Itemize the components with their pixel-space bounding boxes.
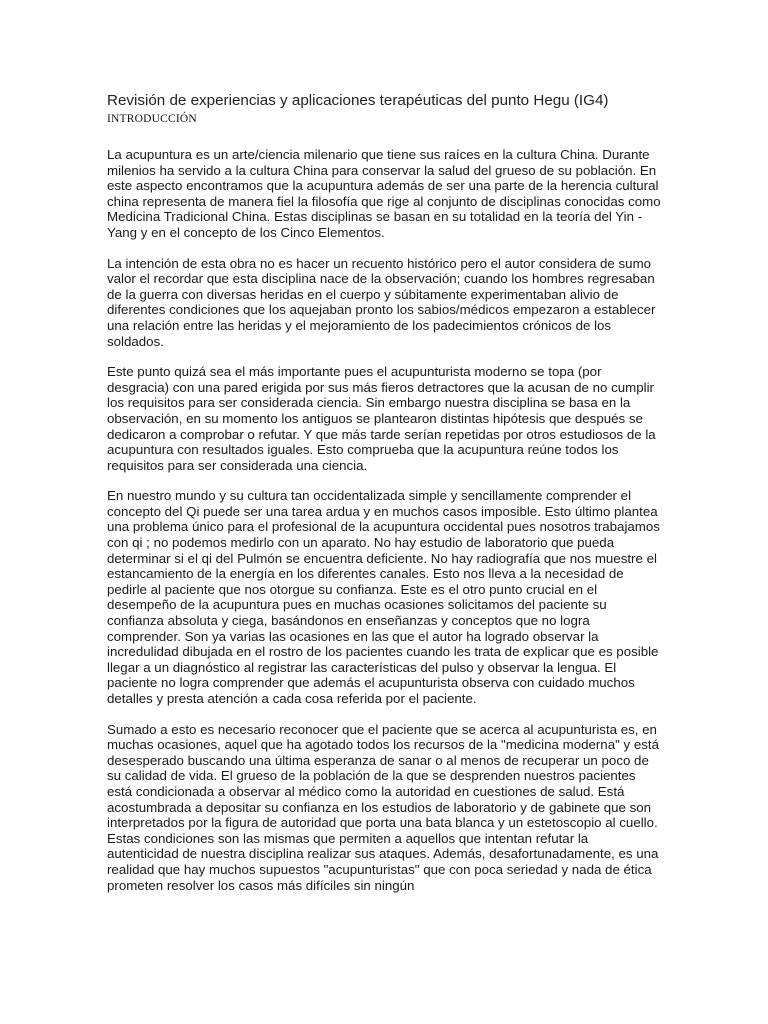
paragraph: En nuestro mundo y su cultura tan occidentalizada simple y sencillamente comprender el concepto del Qi puede ser una tarea ardua y en muchos casos imposible. Esto último plantea una problema único para el profesional de la acupuntura occidental pues nosotros trabajamos con qi ; no podemos medirlo con un aparato. No hay estudio de laboratorio que pueda determinar si el qi del Pulmón se encuentra deficiente. No hay radiografía que nos muestre el estancamiento de la energía en los diferentes canales. Esto nos lleva a la necesidad de pedirle al paciente que nos otorgue su confianza. Este es el otro punto crucial en el desempeño de la acupuntura pues en muchas ocasiones solicitamos del paciente su confianza absoluta y ciega, basándonos en enseñanzas y conceptos que no logra comprender. Son ya varias las ocasiones en las que el autor ha logrado observar la incredulidad dibujada en el rostro de los pacientes cuando les trata de explicar que es posible llegar a un diagnóstico al registrar las características del pulso y observar la lengua. El paciente no logra comprender que además el acupunturista observa con cuidado muchos detalles y presta atención a cada cosa referida por el paciente.: [107, 488, 660, 706]
paragraph: Sumado a esto es necesario reconocer que el paciente que se acerca al acupunturista es, en muchas ocasiones, aquel que ha agotado todos los recursos de la "medicina moderna" y está desesperado buscando una última esperanza de sanar o al menos de recuperar un poco de su calidad de vida. El grueso de la población de la que se desprenden nuestros pacientes está condicionada a observar al médico como la autoridad en cuestiones de salud. Está acostumbrada a depositar su confianza en los estudios de laboratorio y de gabinete que son interpretados por la figura de autoridad que porta una bata blanca y un estetoscopio al cuello. Estas condiciones son las mismas que permiten a aquellos que intentan refutar la autenticidad de nuestra disciplina realizar sus ataques. Además, desafortunadamente, es una realidad que hay muchos supuestos "acupunturistas" que con poca seriedad y nada de ética prometen resolver los casos más difíciles sin ningún: [107, 721, 659, 893]
paragraph: La acupuntura es un arte/ciencia milenario que tiene sus raíces en la cultura China. Durante milenios ha servido a la cultura China para conservar la salud del grueso de su población. En este aspecto encontramos que la acupuntura además de ser una parte de la herencia cultural china representa de manera fiel la filosofía que rige al conjunto de disciplinas conocidas como Medicina Tradicional China. Estas disciplinas se basan en su totalidad en la teoría del Yin - Yang y en el concepto de los Cinco Elementos.: [107, 147, 661, 240]
section-heading: INTRODUCCIÓN: [107, 113, 197, 125]
paragraph: Este punto quizá sea el más importante pues el acupunturista moderno se topa (por desgracia) con una pared erigida por sus más fieros detractores que la acusan de no cumplir los requisitos para ser considerada ciencia. Sin embargo nuestra disciplina se basa en la observación, en su momento los antiguos se plantearon distintas hipótesis que después se dedicaron a comprobar o refutar. Y que más tarde serían repetidas por otros estudiosos de la acupuntura con resultados iguales. Esto comprueba que la acupuntura reúne todos los requisitos para ser considerada una ciencia.: [107, 364, 656, 473]
document-page: [107, 92, 662, 893]
paragraph: La intención de esta obra no es hacer un recuento histórico pero el autor considera de sumo valor el recordar que esta disciplina nace de la observación; cuando los hombres regresaban de la guerra con diversas heridas en el cuerpo y súbitamente experimentaban alivio de diferentes condiciones que los aquejaban pronto los sabios/médicos empezaron a establecer una relación entre las heridas y el mejoramiento de los padecimientos crónicos de los soldados.: [107, 255, 656, 349]
document-title: Revisión de experiencias y aplicaciones terapéuticas del punto Hegu (IG4): [107, 92, 609, 109]
